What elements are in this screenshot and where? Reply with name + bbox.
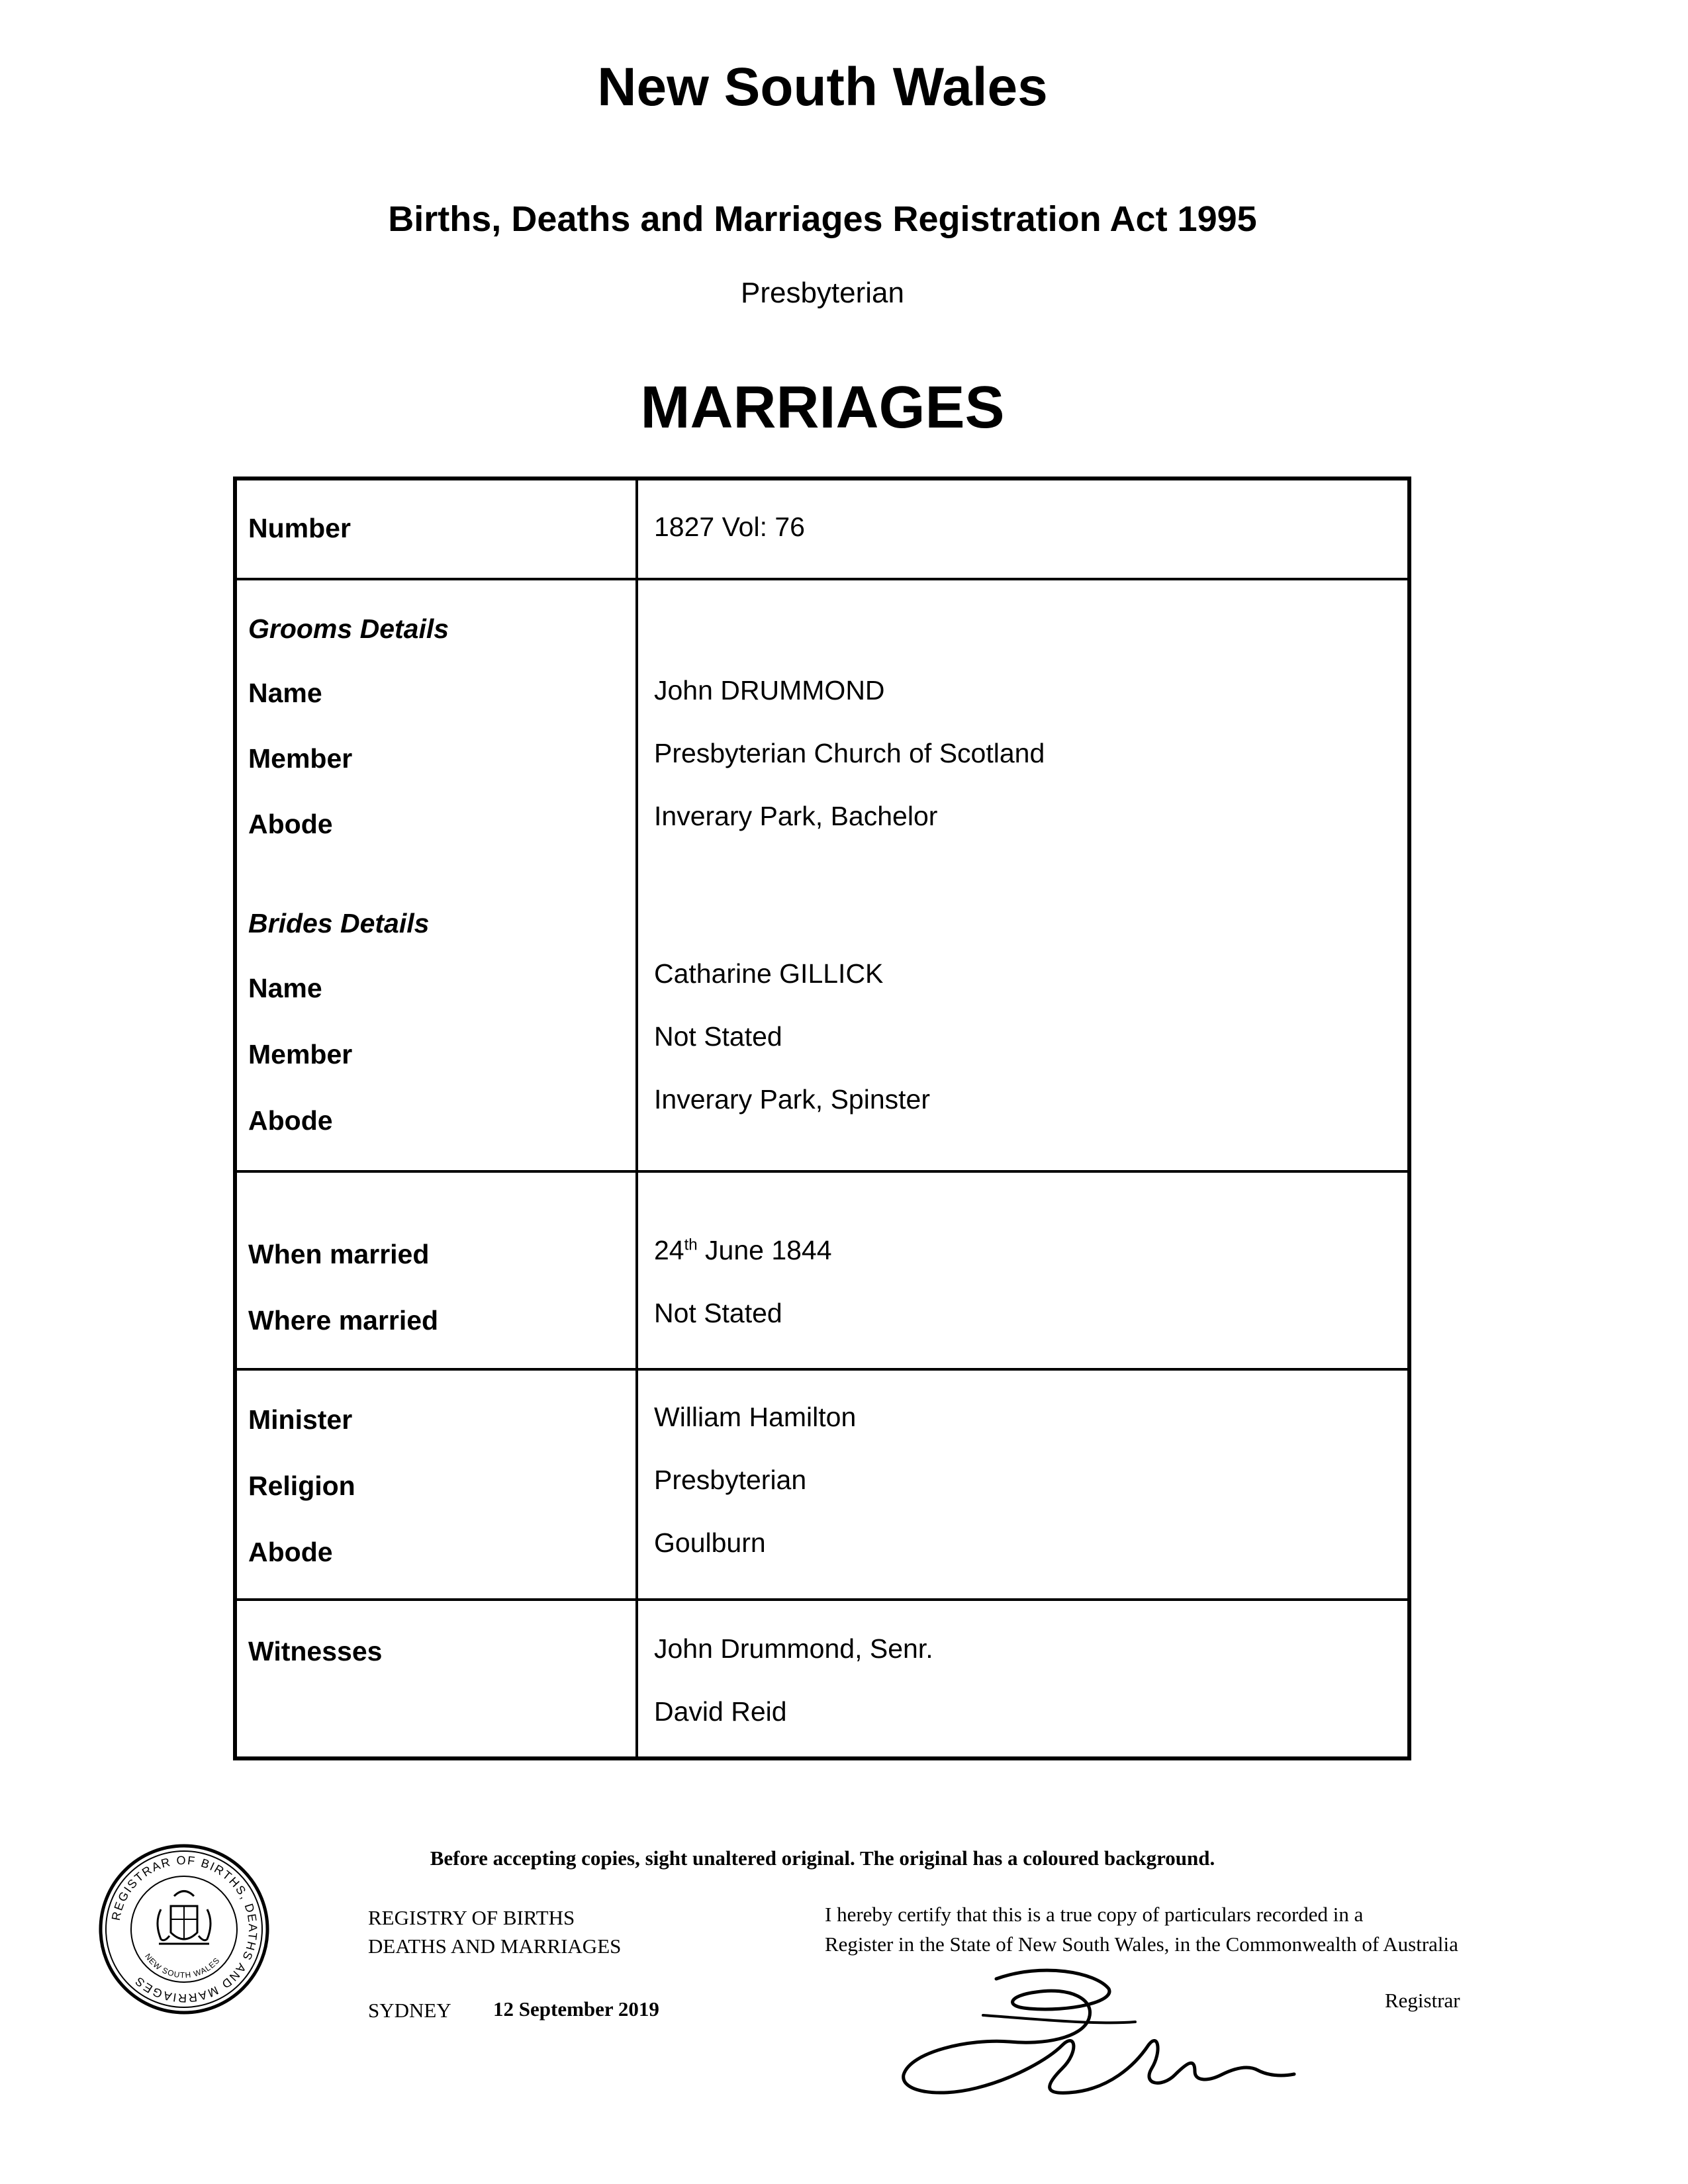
certification-line-1: I hereby certify that this is a true copy of particulars recorded in a	[825, 1903, 1364, 1926]
bride-name-value: Catharine GILLICK	[654, 958, 884, 989]
minister-abode-label: Abode	[248, 1537, 333, 1567]
registrar-signature-icon	[897, 1952, 1307, 2105]
minister-label: Minister	[248, 1404, 353, 1435]
page-title-state: New South Wales	[597, 57, 1048, 117]
witness-1: John Drummond, Senr.	[654, 1633, 933, 1664]
act-title: Births, Deaths and Marriages Registration Act 1995	[388, 199, 1257, 239]
groom-name-label: Name	[248, 678, 322, 708]
grooms-details-heading: Grooms Details	[248, 614, 449, 644]
bride-abode-value: Inverary Park, Spinster	[654, 1084, 930, 1115]
number-label: Number	[248, 513, 351, 543]
bride-abode-label: Abode	[248, 1105, 333, 1136]
table-column-divider	[635, 477, 638, 1760]
religion-value: Presbyterian	[654, 1465, 807, 1495]
where-married-value: Not Stated	[654, 1298, 782, 1328]
register-title: MARRIAGES	[640, 375, 1005, 441]
bride-member-value: Not Stated	[654, 1021, 782, 1052]
seal-ring-text: REGISTRAR OF BIRTHS, DEATHS AND MARRIAGES	[109, 1853, 260, 2005]
certification-line-2: Register in the State of New South Wales, in the Commonwealth of Australia	[825, 1933, 1458, 1956]
number-value: 1827 Vol: 76	[654, 512, 805, 542]
marriage-month-year: June 1844	[697, 1235, 832, 1265]
groom-abode-value: Inverary Park, Bachelor	[654, 801, 938, 831]
groom-member-label: Member	[248, 743, 353, 774]
table-row-divider	[233, 1368, 1411, 1371]
where-married-label: Where married	[248, 1305, 439, 1336]
groom-abode-label: Abode	[248, 809, 333, 839]
minister-value: William Hamilton	[654, 1402, 857, 1432]
marriage-day-suffix: th	[684, 1236, 698, 1254]
issue-date: 12 September 2019	[493, 1997, 659, 2021]
registry-line-2: DEATHS AND MARRIAGES	[368, 1934, 622, 1958]
brides-details-heading: Brides Details	[248, 908, 430, 938]
marriage-day: 24	[654, 1235, 684, 1265]
when-married-label: When married	[248, 1239, 430, 1269]
denomination: Presbyterian	[740, 277, 904, 309]
witness-2: David Reid	[654, 1696, 787, 1727]
bride-member-label: Member	[248, 1039, 353, 1069]
witnesses-label: Witnesses	[248, 1636, 383, 1666]
registrar-label: Registrar	[1385, 1989, 1460, 2012]
table-row-divider	[233, 1598, 1411, 1601]
table-row-divider	[233, 578, 1411, 580]
groom-member-value: Presbyterian Church of Scotland	[654, 738, 1045, 768]
religion-label: Religion	[248, 1471, 355, 1501]
registry-line-1: REGISTRY OF BIRTHS	[368, 1906, 575, 1929]
seal-inner-text: NEW SOUTH WALES	[143, 1952, 222, 1980]
table-row-divider	[233, 1170, 1411, 1173]
when-married-value	[654, 1235, 832, 1266]
registrar-seal-icon	[98, 1843, 270, 2015]
groom-name-value: John DRUMMOND	[654, 675, 885, 705]
authenticity-warning: Before accepting copies, sight unaltered original. The original has a coloured background.	[430, 1846, 1215, 1870]
minister-abode-value: Goulburn	[654, 1527, 766, 1558]
bride-name-label: Name	[248, 973, 322, 1003]
register-table	[233, 477, 1411, 1760]
issue-city: SYDNEY	[368, 1999, 451, 2022]
